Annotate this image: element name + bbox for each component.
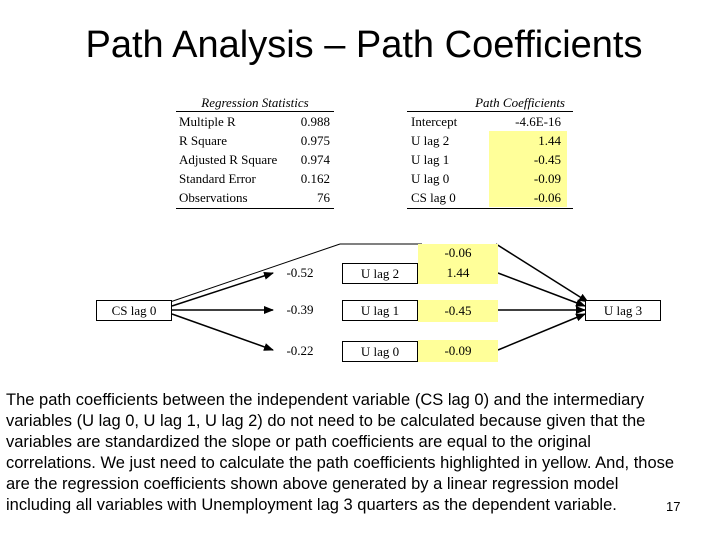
coef-value-highlighted: -0.45 — [489, 150, 567, 169]
page-number: 17 — [666, 499, 681, 514]
node-u-lag-3: U lag 3 — [585, 300, 661, 321]
coef-label: U lag 0 — [411, 171, 450, 186]
stat-label: Multiple R — [179, 114, 236, 129]
coef-label: U lag 1 — [411, 152, 450, 167]
stat-value: 0.988 — [300, 114, 330, 129]
coef-ulag2-to-ulag3: 1.44 — [418, 262, 498, 284]
coef-value-highlighted: -0.09 — [489, 169, 567, 188]
stat-label: Observations — [179, 190, 248, 205]
stat-label: Standard Error — [179, 171, 256, 186]
coef-value: -4.6E-16 — [515, 114, 561, 129]
stat-value: 76 — [317, 190, 330, 205]
arrow-cs-to-ulag0 — [172, 314, 273, 350]
coef-value-highlighted: -0.06 — [489, 188, 567, 207]
regression-statistics-header: Regression Statistics — [176, 94, 334, 112]
arrow-cs-to-ulag2 — [172, 273, 273, 306]
coef-cs-to-ulag3: -0.06 — [418, 244, 498, 262]
stat-value: 0.162 — [300, 171, 330, 186]
coef-label: U lag 2 — [411, 133, 450, 148]
explanation-text: The path coefficients between the independent variable (CS lag 0) and the intermediary variables (U lag 0, U lag 1, U lag 2) do not need to be calculated because given that the variables are standardized the slope or path coefficients are equal to the original correlations. We just need to calculate the path coefficients highlighted in yellow. And, those are the regression coefficients shown above generated by a linear regression model including all variables with Unemployment lag 3 quarters as the dependent variable. — [6, 391, 675, 514]
coef-ulag1-to-ulag3: -0.45 — [418, 300, 498, 322]
stat-label: Adjusted R Square — [179, 152, 278, 167]
arrow-ulag0-to-ulag3 — [498, 314, 585, 350]
node-u-lag-2: U lag 2 — [342, 263, 418, 284]
node-u-lag-1: U lag 1 — [342, 300, 418, 321]
stat-value: 0.974 — [300, 152, 330, 167]
coef-label: Intercept — [411, 114, 458, 129]
path-coefficients-header: Path Coefficients — [407, 94, 573, 112]
stat-label: R Square — [179, 133, 228, 148]
coef-label: CS lag 0 — [411, 190, 456, 205]
coef-cs-to-ulag2: -0.52 — [286, 265, 314, 280]
coef-ulag0-to-ulag3: -0.09 — [418, 340, 498, 362]
slide-title: Path Analysis – Path Coefficients — [85, 24, 643, 66]
coef-cs-to-ulag1: -0.39 — [286, 302, 314, 317]
arrow-ulag2-to-ulag3 — [498, 273, 585, 306]
coef-value-highlighted: 1.44 — [489, 131, 567, 150]
cs-to-ulag3-path — [496, 244, 588, 302]
node-u-lag-0: U lag 0 — [342, 341, 418, 362]
stat-value: 0.975 — [300, 133, 330, 148]
node-cs-lag-0: CS lag 0 — [96, 300, 172, 321]
coef-cs-to-ulag0: -0.22 — [286, 343, 314, 358]
